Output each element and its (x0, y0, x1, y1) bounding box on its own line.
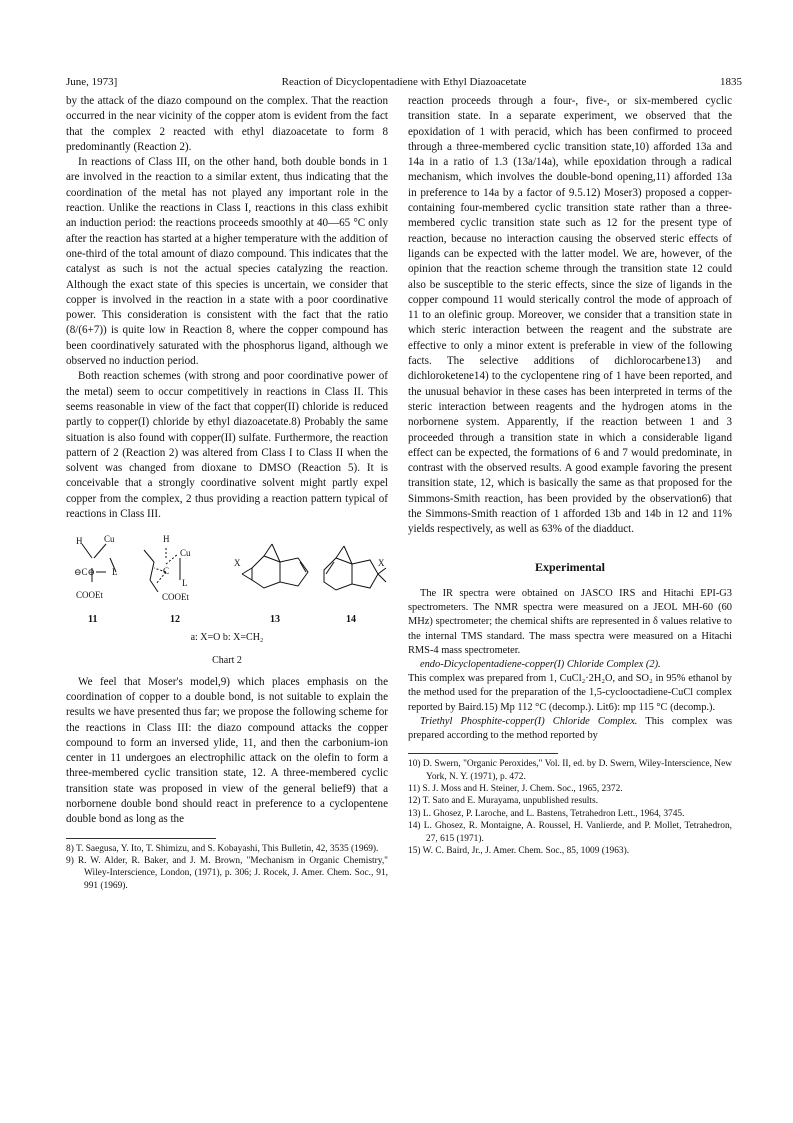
paragraph: The IR spectra were obtained on JASCO IRS and Hitachi EPI-G3 spectrometers. The NMR spectra were measured on a JEOL MH-60 (60 MHz) spectrometer; the chemical shifts are represented in δ values relative to the internal TMS standard. The mass spectra were measured on a Hitachi RMS-4 mass spectrometer. (408, 587, 732, 656)
paragraph: In reactions of Class III, on the other hand, both double bonds in 1 are involved in the reaction to a similar extent, thus indicating that the coordination of the metal has not played any important role in the reaction. Unlike the reactions in Class I, reactions in this class exhibit an induction period: the reactions proceeds smoothly at 40—65 °C only after the reaction has started at a higher temperature with the addition of one-third of the total amount of diazo compound. This indicates that the catalyst as such is not the actual species catalyzing the reaction. Although the exact state of this species is uncertain, we consider that copper is involved in the reaction in a state with a poor coordinative power. This consideration is consistent with the fact that the ratio (8/(6+7)) is quite low in Reaction 8, where the copper compound has been coordinatively saturated with the phosphorus ligand, although we observed no induction period. (66, 156, 388, 368)
footnote: 12) T. Sato and E. Murayama, unpublished results. (408, 796, 598, 807)
structure-label-11: 11 (88, 614, 98, 626)
footnote: 10) D. Swern, "Organic Peroxides," Vol. II, ed. by D. Swern, Wiley-Interscience, New York, N. Y. (1971), p. 472. (408, 759, 732, 782)
svg-text:L: L (182, 578, 188, 589)
footnote: 9) R. W. Alder, R. Baker, and J. M. Brown, "Mechanism in Organic Chemistry," Wiley-Interscience, London, (1971), p. 306; J. Rocek, J. Amer. Chem. Soc., 91, 991 (1969). (66, 855, 388, 891)
structure-drawings (66, 528, 388, 628)
paragraph: reaction proceeds through a four-, five-, or six-membered cyclic transition state. In a separate experiment, we observed that the epoxidation of 1 with peracid, which has been confirmed to proceed through a three-membered cyclic transition state,10) afforded 13a and 14a in a ratio of 1.3 (13a/14a), while epoxidation through a radical mechanism, which involves the double-bond opening,11) afforded 13a in preference to 14a by a factor of 9.5.12) Moser3) proposed a copper-containing four-membered cyclic transition state rather than a three-membered cyclic transition state such as 12 for the present type of reaction, because no interaction causing the observed steric effects of ligands can be expected with the latter model. We are, however, of the opinion that the reaction scheme through the transition state 12 could also be susceptible to the steric effects, since the size of ligands in the copper compound 11 would sterically control the mode of approach of 11 to an olefinic group. Moreover, we consider that a transition state in which steric interaction between the reagent and the substrate are effective to only a minor extent is preferable in view of the following facts. The selective additions of dichlorocarbene13) and dichloroketene14) to the cyclopentene ring of 1 have been reported, and the unusual behavior in these cases has been interpreted in terms of the steric interaction between reagents and the hydrogen atoms in the norbornene system. Apparently, if the reaction between 1 and 3 proceeded through a transition state in which a considerable ligand effect can be expected, the formations of 6 and 7 would predominate, in contrast with the observed results. A good example favoring the present transition state, 12, which is basically the same as that proposed for the Simmons-Smith reaction, has been provided by the observation6) that the Simmons-Smith reaction of 1 afforded 13b and 14b in 12 and 11% yields respectively, as well as 63% of the diadduct. (408, 95, 732, 536)
svg-text:COOEt: COOEt (76, 590, 103, 601)
footnote: 14) L. Ghosez, R. Montaigne, A. Roussel, H. Vanlierde, and P. Mollet, Tetrahedron, 27, 615 (1971). (408, 821, 732, 844)
footnote: 8) T. Saegusa, Y. Ito, T. Shimizu, and S. Kobayashi, This Bulletin, 42, 3535 (1969). (66, 843, 379, 854)
page-number: 1835 (720, 76, 742, 88)
header-date: June, 1973] (66, 76, 118, 88)
structure-11 (74, 534, 118, 600)
chart-2-structures (66, 528, 388, 651)
structure-14 (324, 546, 386, 590)
experimental-text (408, 587, 732, 743)
svg-text:COOEt: COOEt (162, 592, 189, 603)
paragraph: by the attack of the diazo compound on the complex. That the reaction occurred in the near vicinity of the copper atom is evident from the fact that the complex 2 reacted with ethyl diazoacetate to form 8 predominantly (Reaction 2). (66, 95, 388, 153)
svg-text:⊖C⊖: ⊖C⊖ (74, 567, 96, 578)
footnote: 11) S. J. Moss and H. Steiner, J. Chem. Soc., 1965, 2372. (408, 783, 623, 794)
footnotes (408, 758, 732, 857)
svg-text:X: X (234, 558, 241, 569)
structure-label-14: 14 (346, 614, 356, 626)
svg-text:Cu: Cu (104, 534, 115, 545)
right-column (408, 94, 732, 857)
section-heading: Experimental (535, 559, 605, 574)
footnote: 15) W. C. Baird, Jr., J. Amer. Chem. Soc., 85, 1009 (1963). (408, 845, 630, 856)
svg-text:X: X (378, 558, 385, 569)
structure-12 (144, 534, 191, 602)
left-column (66, 94, 388, 892)
paragraph: This complex was prepared according to the method reported by (408, 715, 732, 741)
footnotes (66, 843, 388, 893)
chart-caption: Chart 2 (212, 655, 242, 667)
structure-label-13: 13 (270, 614, 280, 626)
svg-text:H: H (163, 534, 170, 545)
subsection-title: endo-Dicyclopentadiene-copper(I) Chloride Complex (2). (420, 658, 661, 670)
svg-text:Cu: Cu (180, 548, 191, 559)
subsection-title: Triethyl Phosphite-copper(I) Chloride Complex. (420, 715, 638, 727)
paragraph: Both reaction schemes (with strong and poor coordinative power of the metal) seem to occur competitively in reactions in Class II. This seems reasonable in view of the fact that copper(II) chloride is reduced partly to copper(I) chloride by ethyl diazoacetate.8) Probably the same situation is also found with copper(II) sulfate. Furthermore, the reaction pattern of 2 (Reaction 2) was altered from Class I to Class II when the solvent was changed from dioxane to DMSO (Reaction 5). It is conceivable that a strongly coordinative solvent might partly expel copper from the complex, 2 thus providing a reaction pattern typical of reactions in Class III. (66, 370, 388, 521)
structure-label-12: 12 (170, 614, 180, 626)
svg-text:L: L (112, 567, 118, 578)
paragraph: We feel that Moser's model,9) which places emphasis on the coordination of copper to a double bond, is not suitable to explain the results we have presented thus far; we propose the following scheme for the reactions in Class III: the diazo compound attacks the copper compound to form an inversed ylide, 11, and then the carbonium-ion center in 11 undergoes an electrophilic attack on the olefin to form a three-membered cyclic transition state, 12. A three-membered cyclic transition state was proposed in view of the general belief9) that a norbornene double bond should react in preference to a cyclopentene double bond as long as the (66, 675, 388, 826)
svg-text:C: C (163, 566, 170, 577)
footnote-rule (408, 753, 558, 754)
chart-legend: a: X=O b: X=CH₂ (190, 632, 264, 644)
header-title: Reaction of Dicyclopentadiene with Ethyl Diazoacetate (281, 76, 527, 88)
paragraph: This complex was prepared from 1, CuCl₂·2H₂O, and SO₂ in 95% ethanol by the method used for the preparation of the 1,5-cyclooctadiene-CuCl complex reported by Baird.15) Mp 112 °C (decomp.). Lit6): mp 115 °C (decomp.). (408, 673, 732, 713)
structure-13 (234, 544, 308, 588)
footnote-rule (66, 838, 216, 839)
footnote: 13) L. Ghosez, P. Laroche, and L. Bastens, Tetrahedron Lett., 1964, 3745. (408, 808, 685, 819)
svg-text:H: H (76, 536, 83, 547)
